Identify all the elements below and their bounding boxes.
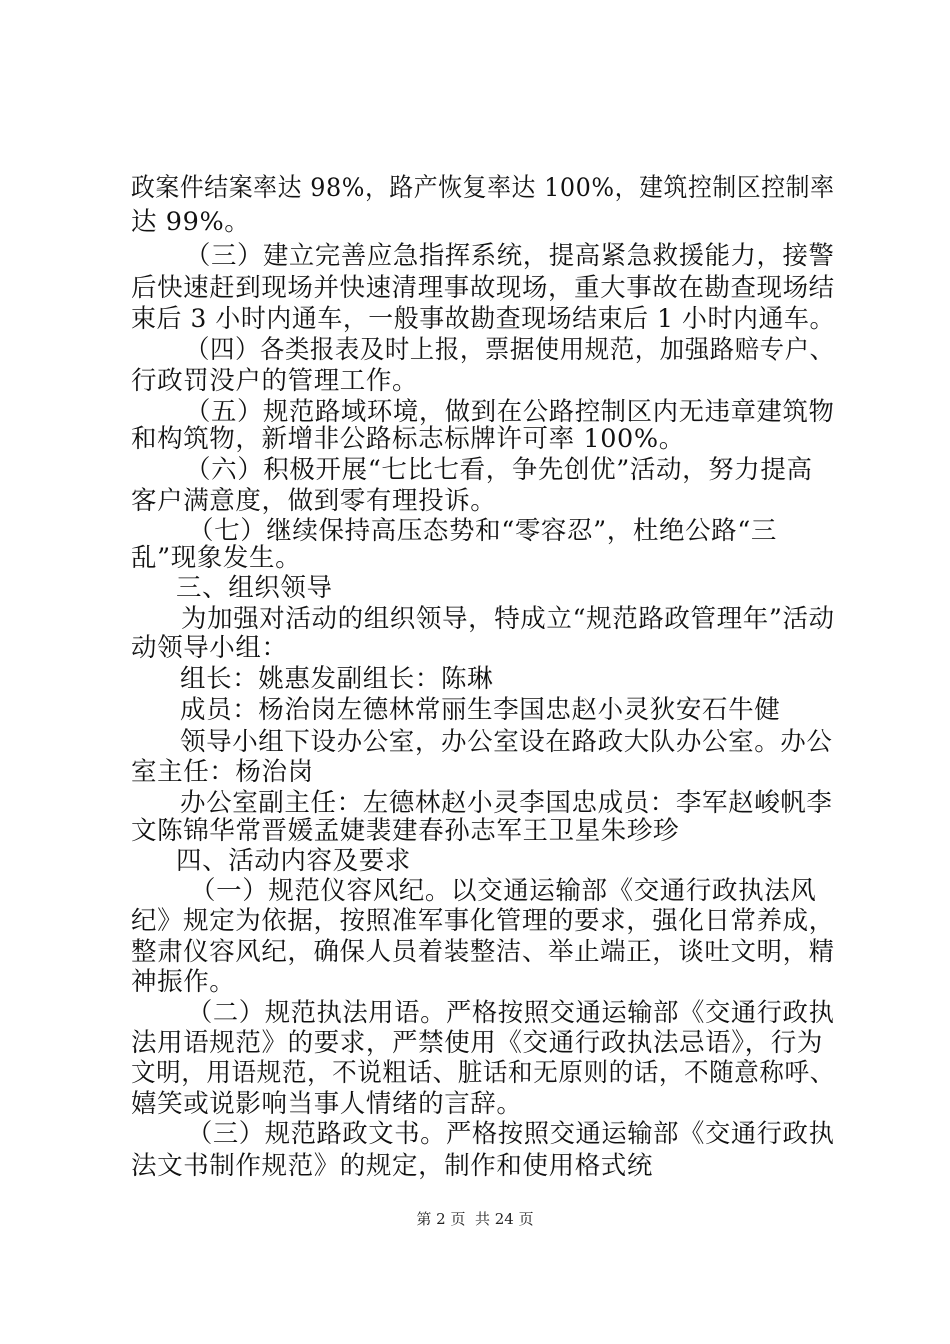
text-line: 纪》规定为依据，按照准军事化管理的要求，强化日常养成，	[131, 906, 835, 936]
text-line: 动领导小组：	[131, 633, 288, 663]
text-line: 政案件结案率达 98%，路产恢复率达 100%，建筑控制区控制率	[131, 173, 835, 203]
text-line: 神振作。	[131, 967, 236, 997]
text-line: 领导小组下设办公室，办公室设在路政大队办公室。办公	[180, 727, 833, 757]
text-line: （三）规范路政文书。严格按照交通运输部《交通行政执	[187, 1119, 835, 1149]
text-line: 后快速赶到现场并快速清理事故现场，重大事故在勘查现场结	[131, 273, 835, 303]
text-line: （三）建立完善应急指挥系统，提高紧急救援能力，接警	[185, 241, 835, 271]
text-line: 整肃仪容风纪，确保人员着装整洁、举止端正，谈吐文明，精	[131, 937, 835, 967]
text-line: （一）规范仪容风纪。以交通运输部《交通行政执法风	[190, 876, 817, 906]
text-line: 乱”现象发生。	[131, 543, 302, 573]
text-line: 为加强对活动的组织领导，特成立“规范路政管理年”活动	[181, 604, 835, 634]
text-line: 嬉笑或说影响当事人情绪的言辞。	[131, 1089, 523, 1119]
text-line: （五）规范路域环境，做到在公路控制区内无违章建筑物	[185, 397, 835, 427]
text-line: 文陈锦华常晋媛孟婕裴建春孙志军王卫星朱珍珍	[131, 816, 680, 846]
text-line: 成员：杨治岗左德林常丽生李国忠赵小灵狄安石牛健	[180, 695, 781, 725]
text-line: 和构筑物，新增非公路标志标牌许可率 100%。	[131, 424, 685, 454]
section-heading: 四、活动内容及要求	[176, 846, 411, 876]
text-line: （二）规范执法用语。严格按照交通运输部《交通行政执	[187, 998, 835, 1028]
page-number-footer: 第 2 页 共 24 页	[416, 1210, 534, 1228]
text-line: 达 99%。	[131, 207, 251, 237]
text-line: 法用语规范》的要求，严禁使用《交通行政执法忌语》，行为	[131, 1028, 823, 1058]
text-line: 客户满意度，做到零有理投诉。	[131, 486, 497, 516]
text-line: （七）继续保持高压态势和“零容忍”，杜绝公路“三	[188, 516, 778, 546]
text-line: 法文书制作规范》的规定，制作和使用格式统	[131, 1151, 654, 1181]
text-line: 行政罚没户的管理工作。	[131, 366, 419, 396]
text-line: 室主任：杨治岗	[131, 757, 314, 787]
text-line: （四）各类报表及时上报，票据使用规范，加强路赔专户、	[185, 335, 835, 365]
text-line: 组长：姚惠发副组长：陈琳	[180, 664, 494, 694]
text-line: （六）积极开展“七比七看，争先创优”活动，努力提高	[185, 455, 813, 485]
text-line: 办公室副主任：左德林赵小灵李国忠成员：李军赵峻帆李	[180, 788, 833, 818]
section-heading: 三、组织领导	[176, 573, 333, 603]
text-line: 文明，用语规范，不说粗话、脏话和无原则的话，不随意称呼、	[131, 1058, 835, 1088]
text-line: 束后 3 小时内通车，一般事故勘查现场结束后 1 小时内通车。	[131, 304, 835, 334]
